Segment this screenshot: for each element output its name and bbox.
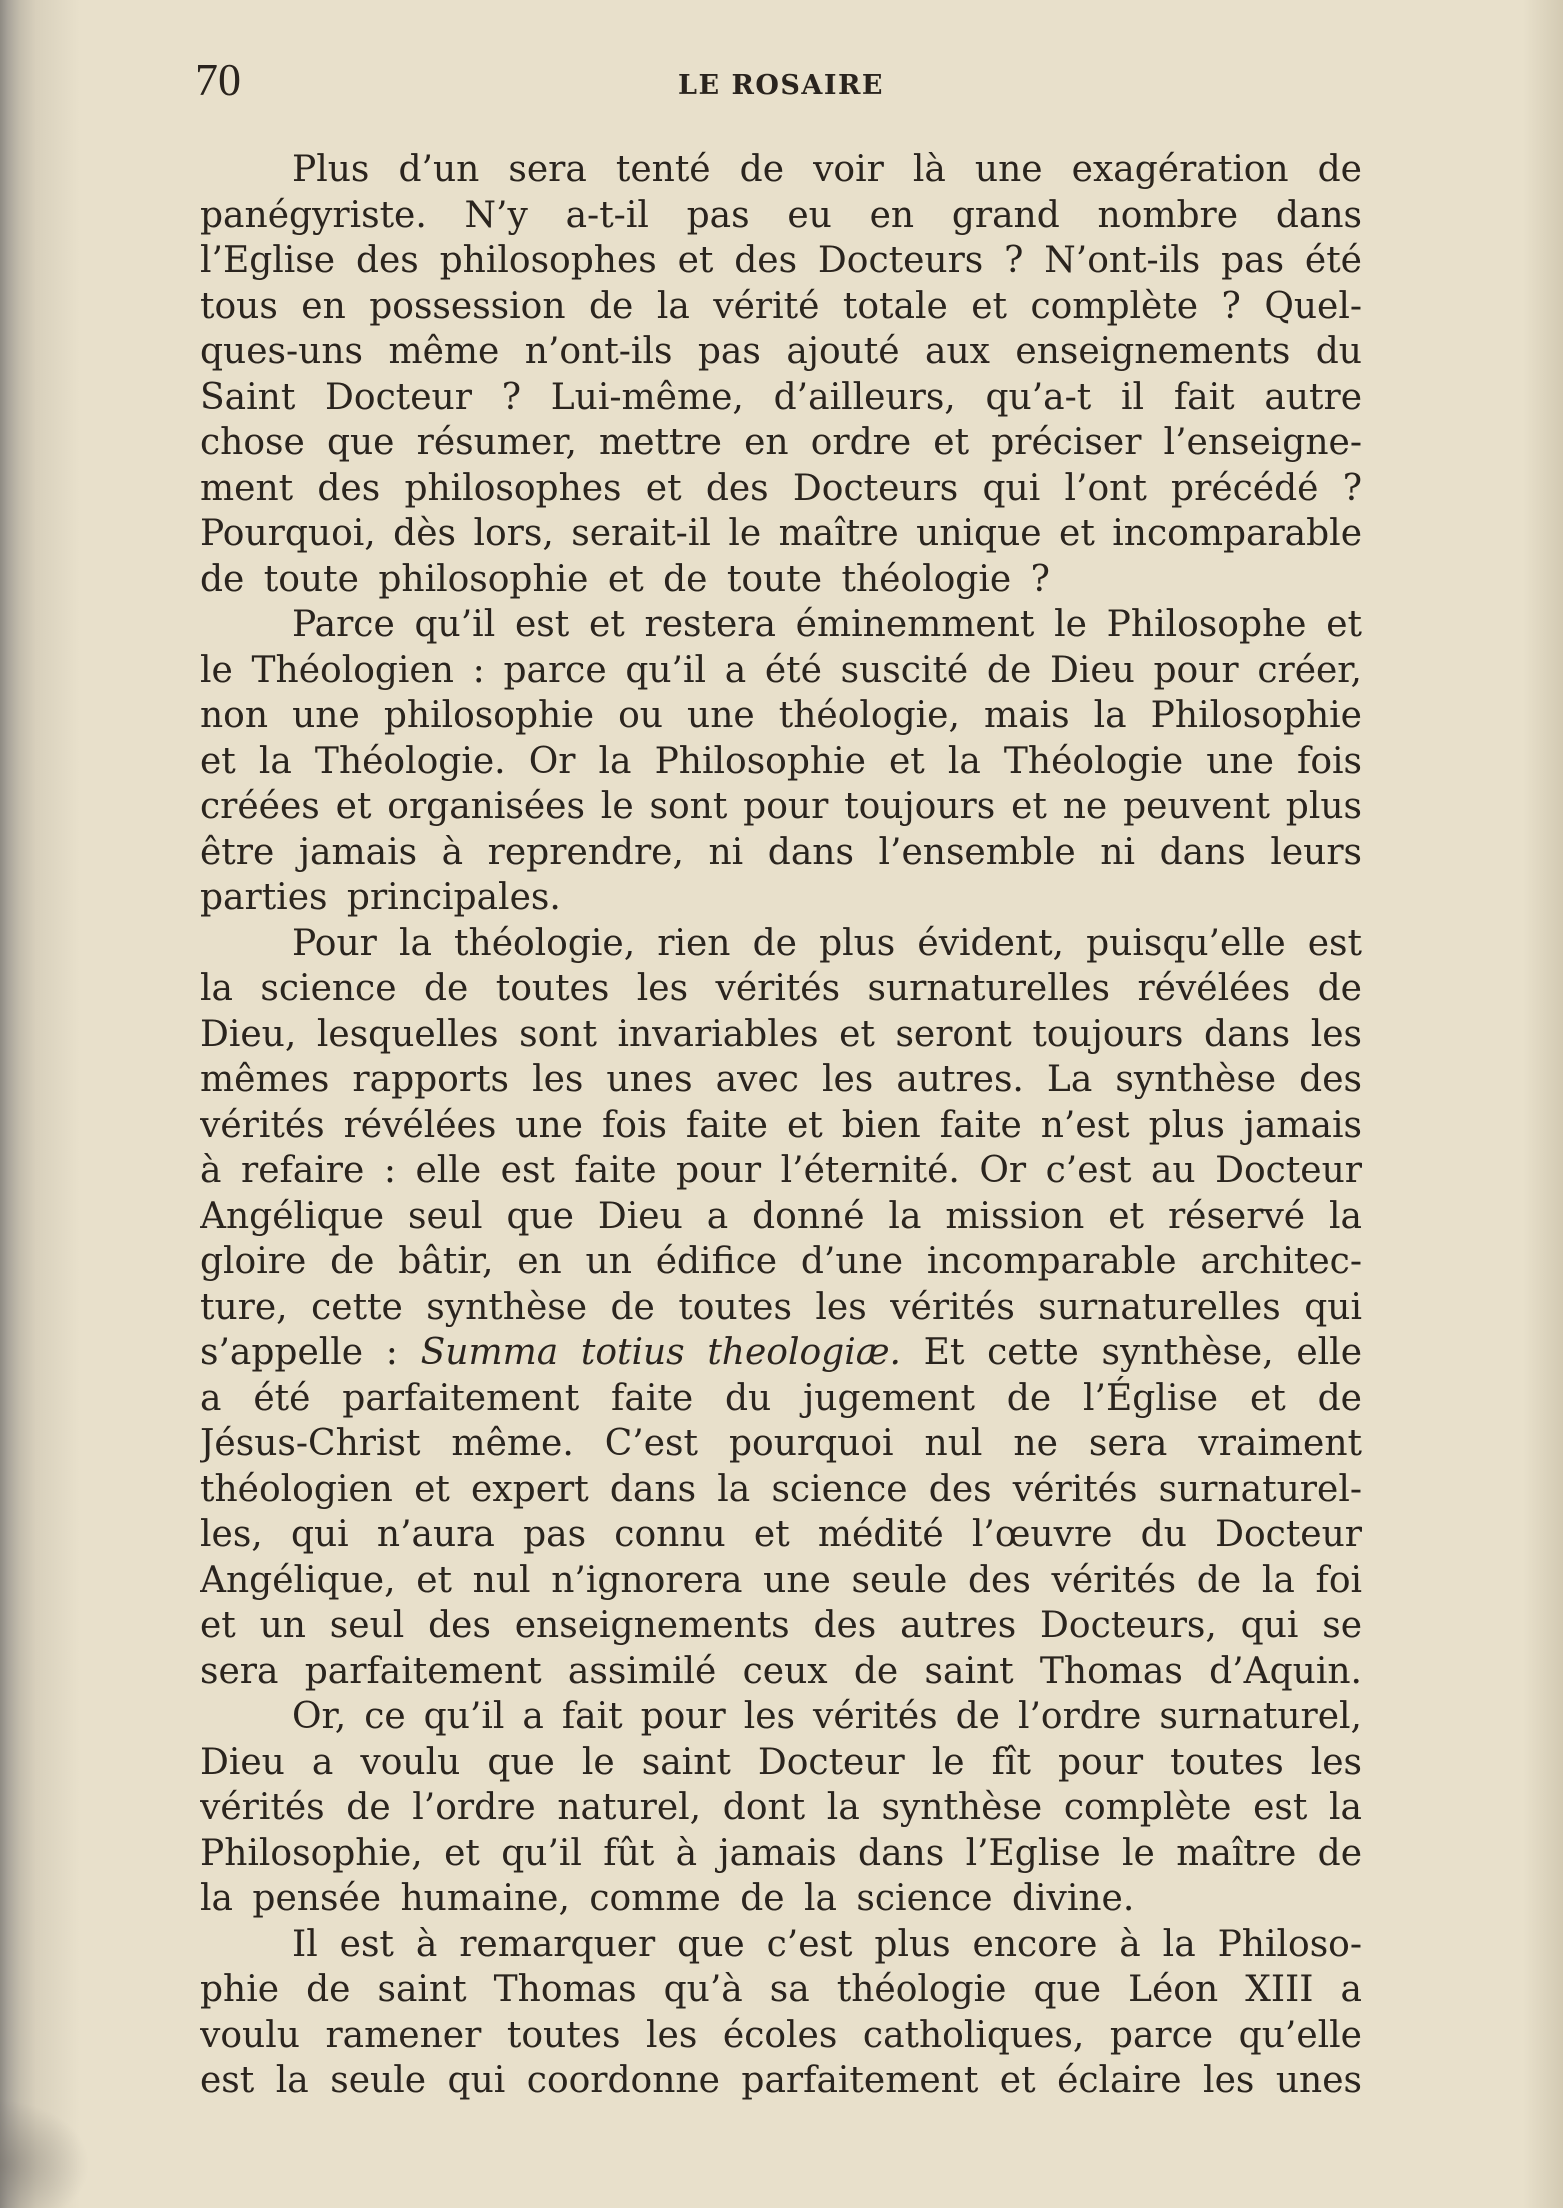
- text-line: Il est à remarquer que c’est plus encore à la Philoso-: [292, 1923, 1362, 1965]
- text-line: mêmes rapports les unes avec les autres. La synthèse des: [200, 1059, 1362, 1100]
- text-line: Angélique seul que Dieu a donné la mission et réservé la: [200, 1195, 1362, 1237]
- text-line: gloire de bâtir, en un édifice d’une incomparable architec-: [200, 1241, 1362, 1282]
- text-line: Pour la théologie, rien de plus évident, puisqu’elle est: [292, 922, 1362, 964]
- text-line: la pensée humaine, comme de la science divine.: [200, 1878, 1135, 1919]
- text-line: [200, 1330, 1362, 1376]
- text-line: non une philosophie ou une théologie, mais la Philosophie: [200, 695, 1362, 736]
- text-line: Angélique, et nul n’ignorera une seule des vérités de la foi: [200, 1559, 1362, 1601]
- text-segment: Et cette synthèse, elle: [901, 1332, 1362, 1373]
- text-line: Or, ce qu’il a fait pour les vérités de l’ordre surnaturel,: [292, 1696, 1362, 1737]
- paragraph: [200, 1694, 1362, 1922]
- text-line: Pourquoi, dès lors, serait-il le maître unique et incomparable: [200, 513, 1362, 554]
- right-edge-shadow: [1523, 0, 1563, 2208]
- gutter-shadow: [0, 0, 80, 2208]
- text-line: Saint Docteur ? Lui-même, d’ailleurs, qu’a-t il fait autre: [200, 376, 1362, 418]
- paragraph: [200, 147, 1362, 602]
- text-line: a été parfaitement faite du jugement de l’Église et de: [200, 1377, 1362, 1419]
- text-line: Jésus-Christ même. C’est pourquoi nul ne sera vraiment: [200, 1423, 1362, 1464]
- text-line: être jamais à reprendre, ni dans l’ensemble ni dans leurs: [200, 831, 1362, 873]
- paragraph: [200, 921, 1362, 1695]
- text-line: à refaire : elle est faite pour l’éternité. Or c’est au Docteur: [200, 1150, 1362, 1191]
- text-line: ques-uns même n’ont-ils pas ajouté aux enseignements du: [200, 331, 1362, 372]
- text-line: et la Théologie. Or la Philosophie et la Théologie une fois: [200, 740, 1362, 782]
- text-line: Plus d’un sera tenté de voir là une exagération de: [292, 149, 1362, 190]
- text-line: théologien et expert dans la science des vérités surnaturel-: [200, 1468, 1362, 1510]
- text-line: les, qui n’aura pas connu et médité l’œuvre du Docteur: [200, 1514, 1362, 1555]
- paragraph: [200, 1922, 1362, 2104]
- text-line: vérités révélées une fois faite et bien faite n’est plus jamais: [200, 1104, 1362, 1146]
- text-line: ture, cette synthèse de toutes les vérités surnaturelles qui: [200, 1286, 1362, 1328]
- paragraph: [200, 602, 1362, 921]
- text-line: parties principales.: [200, 877, 561, 918]
- text-line: Parce qu’il est et restera éminemment le Philosophe et: [292, 604, 1362, 645]
- text-line: et un seul des enseignements des autres Docteurs, qui se: [200, 1605, 1362, 1646]
- text-segment: s’appelle :: [200, 1332, 421, 1373]
- text-line: phie de saint Thomas qu’à sa théologie que Léon XIII a: [200, 1969, 1362, 2010]
- text-line: ment des philosophes et des Docteurs qui l’ont précédé ?: [200, 467, 1362, 509]
- text-line: est la seule qui coordonne parfaitement et éclaire les unes: [200, 2060, 1362, 2101]
- text-line: le Théologien : parce qu’il a été suscité de Dieu pour créer,: [200, 649, 1362, 691]
- running-head: LE ROSAIRE: [677, 70, 885, 101]
- text-line: vérités de l’ordre naturel, dont la synthèse complète est la: [200, 1787, 1362, 1828]
- text-line: créées et organisées le sont pour toujours et ne peuvent plus: [200, 786, 1362, 827]
- text-line: Philosophie, et qu’il fût à jamais dans l’Eglise le maître de: [200, 1832, 1362, 1874]
- corner-smudge: [0, 2100, 90, 2208]
- page-number: 70: [195, 54, 241, 105]
- text-line: l’Eglise des philosophes et des Docteurs ? N’ont-ils pas été: [200, 240, 1362, 281]
- text-line: tous en possession de la vérité totale et complète ? Quel-: [200, 285, 1362, 327]
- text-line: Dieu a voulu que le saint Docteur le fît pour toutes les: [200, 1741, 1362, 1783]
- text-line: chose que résumer, mettre en ordre et préciser l’enseigne-: [200, 422, 1362, 463]
- text-body: [200, 147, 1362, 2104]
- text-line: sera parfaitement assimilé ceux de saint Thomas d’Aquin.: [200, 1650, 1362, 1692]
- text-line: la science de toutes les vérités surnaturelles révélées de: [200, 968, 1362, 1009]
- text-line: panégyriste. N’y a-t-il pas eu en grand nombre dans: [200, 194, 1362, 236]
- book-title-italic: Summa totius theologiæ.: [420, 1332, 901, 1373]
- text-line: de toute philosophie et de toute théologie ?: [200, 558, 1050, 600]
- text-line: Dieu, lesquelles sont invariables et seront toujours dans les: [200, 1013, 1362, 1055]
- text-line: voulu ramener toutes les écoles catholiques, parce qu’elle: [200, 2014, 1362, 2056]
